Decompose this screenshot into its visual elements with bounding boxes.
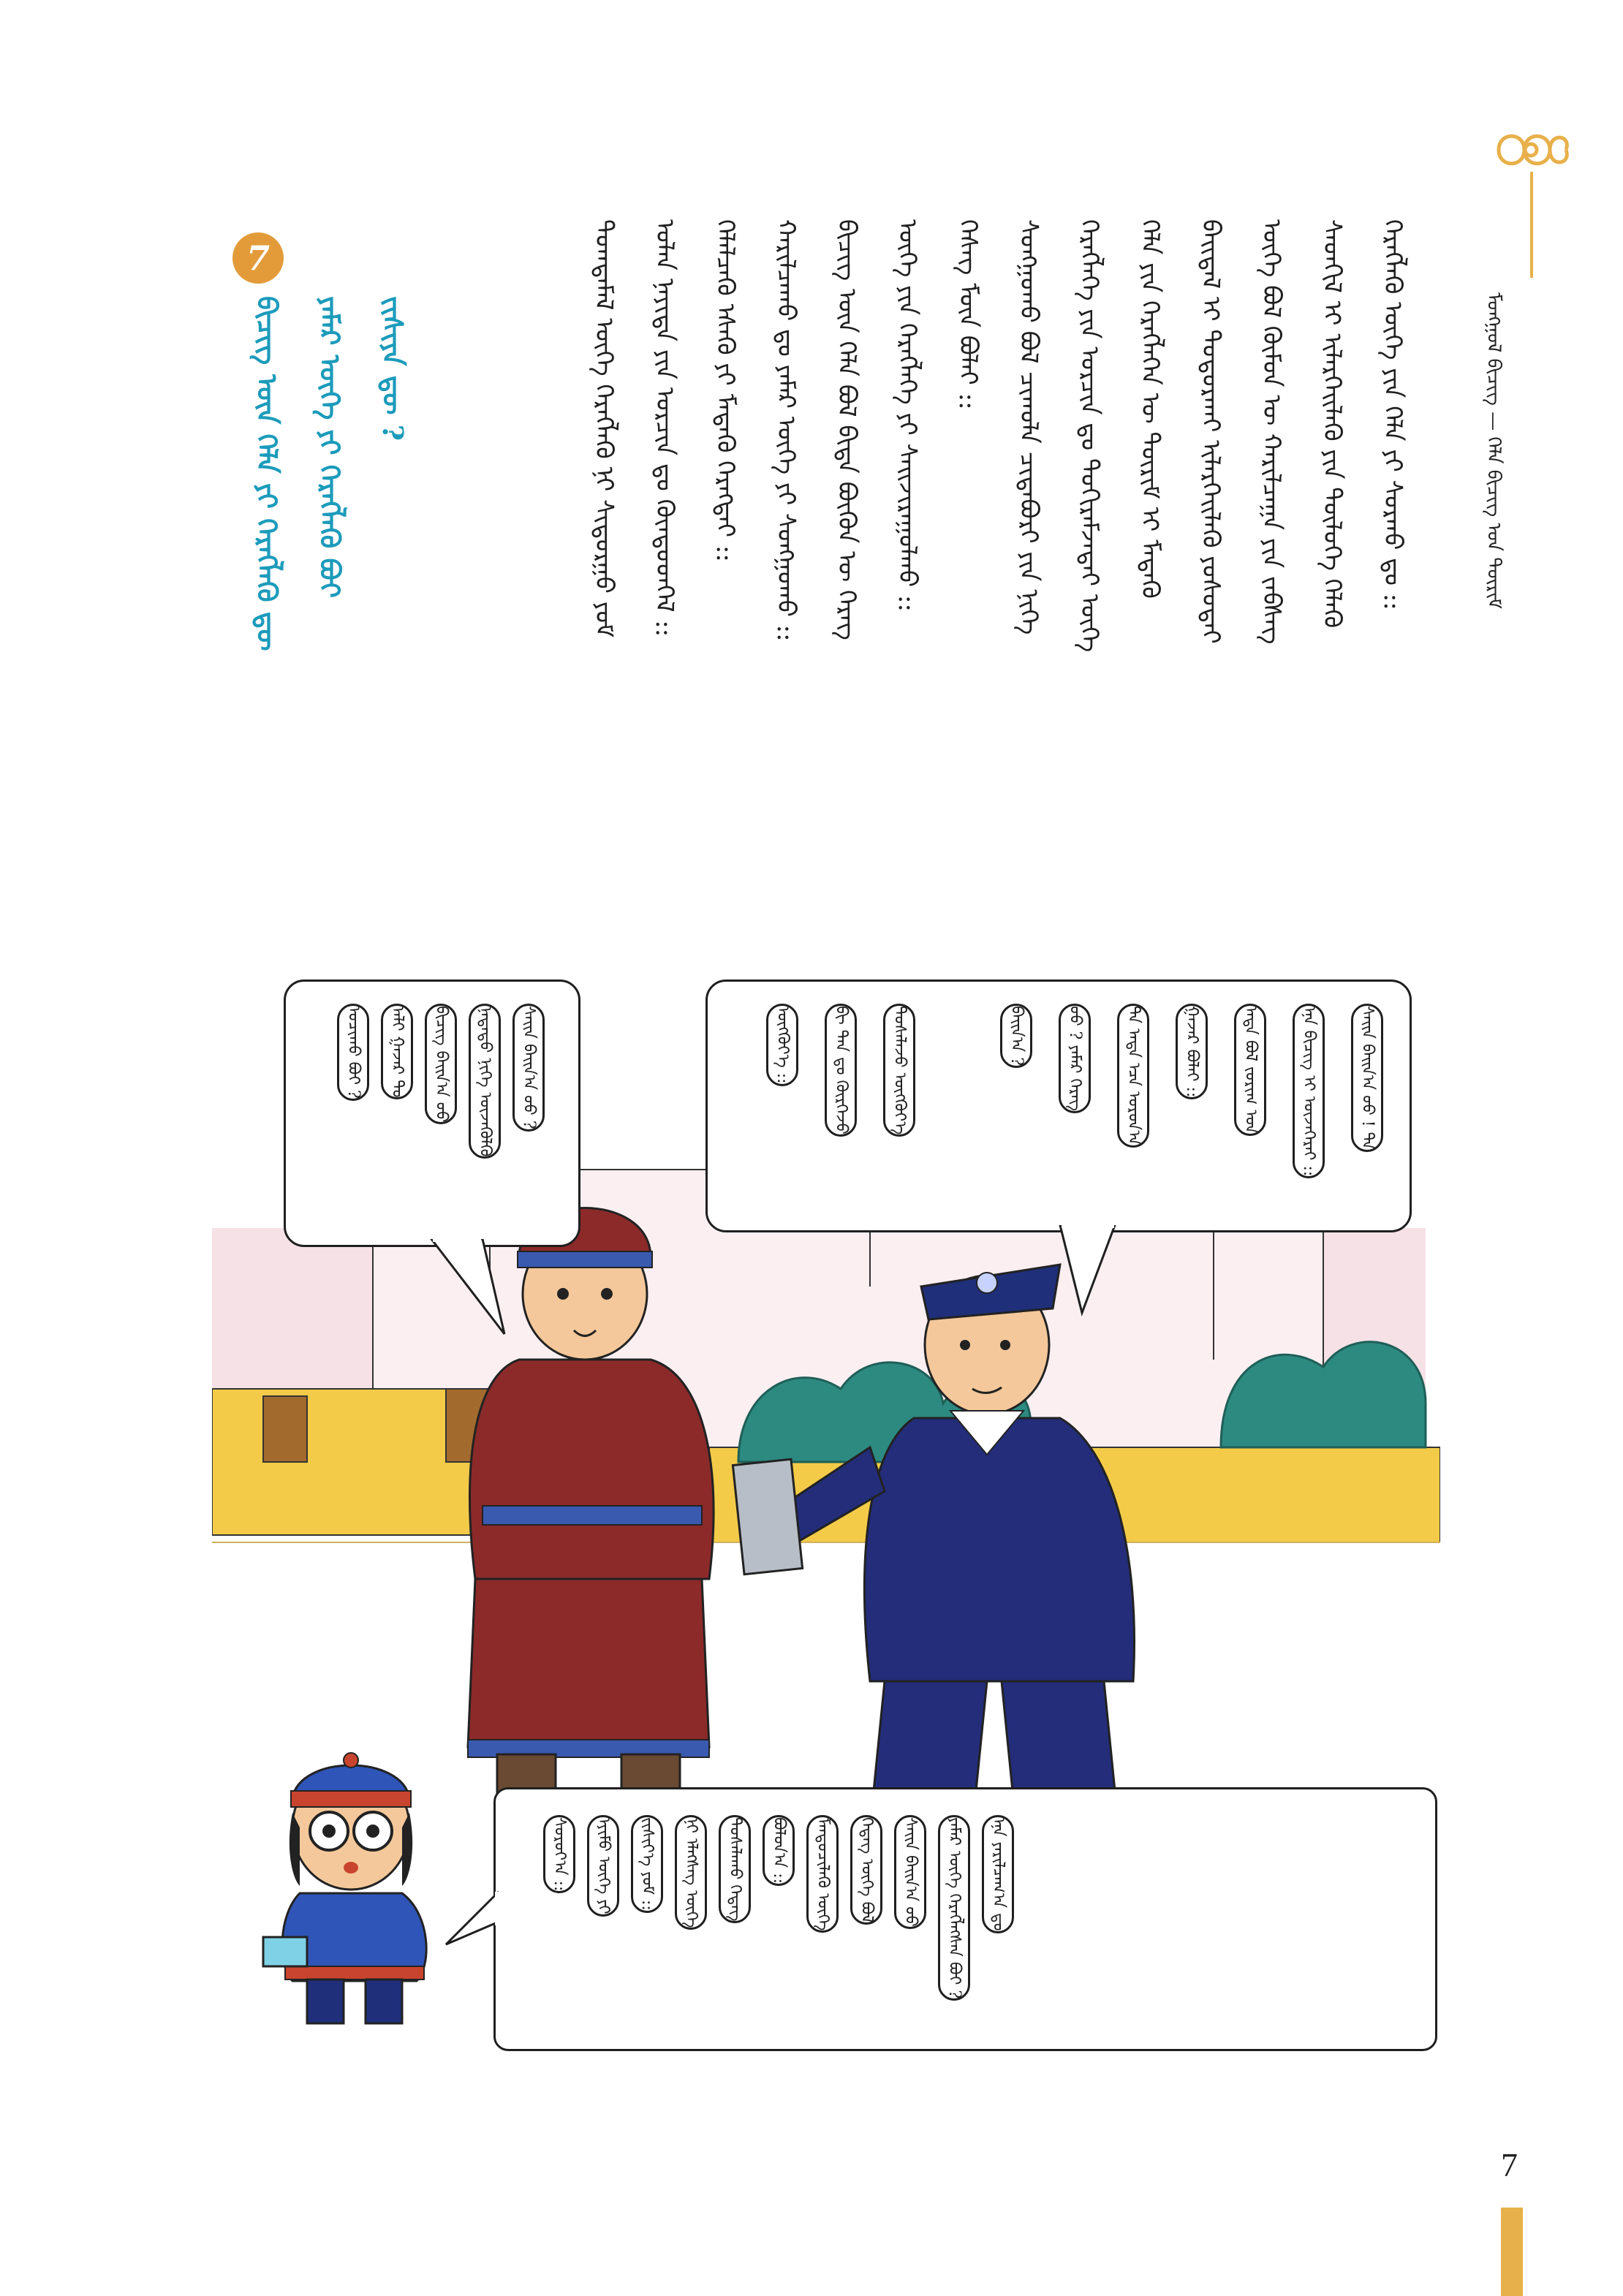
bubble-line: ᠨᠢ ᠡᠯᠡᠭᠰᠡᠭ ᠦᠭᠡ <box>675 1815 707 1930</box>
question-line: ᠶᠠᠮᠠᠷ ᠦᠭᠡ ᠶᠢ ᠬᠡᠷᠡᠭᠯᠡᠬᠦ ᠪᠤᠢ <box>314 296 347 598</box>
boy-character <box>256 1747 453 2032</box>
bubble-line: ᠤᠤ ? ᠶᠠᠮᠠᠷ ᠬᠡᠷᠡᠭ <box>1059 1004 1091 1113</box>
bubble-line: ᠡᠨᠡ ᠶᠠᠷᠢᠯᠴᠠᠭ᠎ᠠ ᠳᠤ <box>982 1815 1014 1933</box>
boy-speech-bubble <box>493 1787 1437 2051</box>
bubble-line: ᠲᠤᠰᠠᠯᠠᠬᠤ ᠭᠡᠳᠡᠭ <box>719 1815 751 1923</box>
bubble-line: ᠪᠢ ᠲᠠᠨ ᠳᠤ ᠬᠦᠷᠭᠡᠵᠦ <box>825 1004 857 1137</box>
man-bubble-tail <box>424 1239 512 1341</box>
bubble-line: ᠡᠨᠡ ᠪᠢᠴᠢᠭ ᠢ ᠦᠵᠡᠭᠡᠷᠡᠢ :: <box>1293 1004 1325 1178</box>
body-line: ᠣᠯᠠᠨ ᠨᠡᠶᠢᠲᠡ ᠶᠢᠨ ᠣᠷᠴᠢᠨ ᠳᠤ ᠬᠦᠨᠳᠦᠳᠬᠡᠯ :: <box>650 219 679 637</box>
bubble-line: ᠶᠠᠮᠠᠷ ᠦᠭᠡ ᠬᠡᠷᠡᠭᠯᠡᠭᠰᠡᠨ ᠪᠤᠢ ? <box>938 1815 970 2001</box>
bubble-line: ᠭᠡᠳᠡᠭ ᠦᠭᠡ ᠪᠣᠯ <box>850 1815 882 1925</box>
man-speech-bubble <box>284 980 580 1247</box>
bubble-line: ᠲᠠ ᠡᠨᠳᠡ ᠡᠴᠡ ᠣᠷᠣᠨ᠎ᠠ <box>1117 1004 1149 1148</box>
body-line: ᠬᠡᠯᠡ ᠶᠢᠨ ᠬᠡᠷᠡᠭᠯᠡᠭᠡᠨ ᠦ ᠳᠦᠷᠢᠮ ᠢ ᠮᠡᠳᠡᠬᠦ <box>1135 219 1165 599</box>
bubble-line: ᠲᠤᠰᠠᠯᠠᠵᠤ ᠦᠭᠭᠦᠶ᠎ᠡ <box>883 1004 915 1137</box>
body-line: ᠰᠡᠳᠬᠢᠯ ᠢ ᠢᠯᠡᠷᠬᠡᠢᠯᠡᠬᠦ ᠶᠢᠨ ᠲᠥᠯᠥᠭᠡ ᠬᠡᠯᠡᠬᠦ <box>1317 219 1347 629</box>
bubble-line: ᠰᠠᠢᠨ ᠪᠠᠢᠨ᠎ᠠ ᠤᠤ ! ᠲᠠ <box>1351 1004 1383 1152</box>
bubble-line: ᠡᠨᠳᠡ ᠪᠣᠯ ᠵᠣᠷᠢᠭ ᠤᠨ <box>1234 1004 1266 1136</box>
body-line: ᠲᠣᠭᠲᠠᠮᠠᠯ ᠦᠭᠡ ᠬᠡᠷᠡᠭᠯᠡᠬᠦ ᠨᠢ ᠰᠢᠳᠤᠷᠭᠤ ᠶᠤᠮ <box>589 219 618 638</box>
officer-bubble-tail <box>1045 1225 1126 1320</box>
header-vertical-line <box>1530 172 1533 278</box>
question-line: ᠪᠢᠴᠢᠭ᠌ ᠦᠨ ᠬᠡᠯᠡ ᠶᠢ ᠬᠡᠷᠡᠭᠯᠡᠬᠦ ᠳᠦ <box>251 296 284 651</box>
bubble-line: ᠪᠢᠴᠢᠭ ᠪᠠᠢᠨ᠎ᠠ ᠤᠤ <box>425 1004 457 1124</box>
section-number-badge: 7 <box>232 232 284 284</box>
body-line: ᠦᠭᠡ ᠪᠣᠯ ᠬᠦᠮᠦᠨ ᠦ ᠬᠠᠷᠢᠯᠴᠠᠭᠠ ᠶᠢᠨ ᠵᠡᠪᠰᠡᠭ <box>1257 219 1286 645</box>
body-line: ᠬᠡᠰᠡᠭ ᠮᠥᠨ ᠪᠣᠯᠠᠢ :: <box>953 219 983 410</box>
body-text <box>504 219 1418 987</box>
bubble-line: ᠣᠴᠢᠬᠤ ᠪᠤᠢ ? <box>337 1004 369 1101</box>
bubble-line: ᠰᠠᠢᠨ ᠪᠠᠢᠨ᠎ᠠ ᠤᠤ <box>894 1815 926 1929</box>
bubble-line: ᠪᠠᠢᠨ᠎ᠠ ? <box>1000 1004 1032 1068</box>
body-line: ᠬᠠᠷᠢᠯᠴᠠᠬᠤ ᠳᠤ ᠶᠠᠮᠠᠷ ᠦᠭᠡ ᠶᠢ ᠰᠣᠩᠭᠣᠬᠤ :: <box>771 219 801 642</box>
question-line: ᠵᠢᠱᠢᠶᠡ ᠳᠦ ? <box>377 296 409 441</box>
footer-gold-bar <box>1501 2208 1523 2296</box>
bubble-line: ᠪᠣᠯᠤᠨ᠎ᠠ :: <box>763 1815 795 1886</box>
bubble-line: ᠮᠡᠨᠳᠦᠴᠢᠯᠡᠬᠦ ᠦᠭᠡ <box>806 1815 839 1933</box>
bubble-line: ᠠᠯᠢ ᠭᠠᠵᠠᠷ ᠲᠤ <box>381 1004 413 1099</box>
officer-speech-bubble <box>705 980 1412 1232</box>
body-line: ᠦᠭᠡ ᠶᠢᠨ ᠬᠡᠷᠡᠭᠯᠡᠭᠡ ᠶᠢ ᠰᠠᠢᠵᠢᠷᠠᠭᠤᠯᠬᠤ :: <box>893 219 922 612</box>
bubble-line: ᠰᠠᠢᠨ ᠪᠠᠢᠨ᠎ᠠ ᠤᠤ ? <box>512 1004 545 1132</box>
running-title: ᠮᠣᠩᠭᠣᠯ ᠪᠢᠴᠢᠭ — ᠬᠡᠯᠡ ᠪᠢᠴᠢᠭ ᠤᠨ ᠳᠦᠷᠢᠮ <box>1483 292 1505 610</box>
bubble-line: ᠦᠭᠭᠦᠶ᠎ᠡ :: <box>766 1004 798 1086</box>
bubble-line: ᠭᠠᠵᠠᠷ ᠪᠣᠯᠠᠢ :: <box>1176 1004 1208 1099</box>
bubble-line: ᠰᠤᠷᠤᠶ᠎ᠠ :: <box>543 1815 575 1893</box>
body-line: ᠰᠣᠩᠭᠣᠬᠤ ᠪᠣᠯ ᠴᠢᠬᠤᠯᠠ ᠴᠢᠳᠠᠪᠤᠷᠢ ᠶᠢᠨ ᠨᠢᠭᠡ <box>1014 219 1043 635</box>
body-line: ᠪᠢᠴᠢᠭ᠌ ᠦᠨ ᠬᠡᠯᠡ ᠪᠣᠯ ᠪᠢᠳᠡ ᠪᠦᠬᠦᠨ ᠦ ᠬᠡᠷᠡᠭ <box>832 219 861 640</box>
boy-bubble-tail <box>442 1886 501 1952</box>
body-line: ᠬᠡᠷᠡᠭᠯᠡᠭᠡ ᠶᠢᠨ ᠣᠷᠴᠢᠨ ᠳᠤ ᠲᠣᠬᠢᠷᠠᠮᠵᠠᠲᠠᠢ ᠦᠭᠡ <box>1075 219 1104 653</box>
body-line: ᠪᠠᠢᠳᠠᠯ ᠢ ᠲᠣᠳᠣᠷᠬᠠᠢ ᠢᠯᠡᠷᠬᠡᠢᠯᠡᠬᠦ ᠶᠣᠰᠣᠲᠠᠢ <box>1196 219 1225 644</box>
body-line: ᠬᠡᠯᠡᠯᠴᠡᠬᠦ ᠡᠰᠡᠬᠦ ᠶᠢ ᠮᠡᠳᠡᠬᠦ ᠬᠡᠷᠡᠭᠲᠡᠢ :: <box>711 219 740 562</box>
page-number: 7 <box>1501 2146 1518 2183</box>
bubble-line: ᠵᠢᠱᠢᠶ᠎ᠡ ᠶᠤᠮ :: <box>631 1815 663 1913</box>
bubble-line: ᠡᠶᠢᠮᠦ ᠦᠭᠡ ᠶᠢ <box>587 1815 619 1917</box>
body-line: ᠬᠡᠷᠡᠭᠯᠡᠬᠦ ᠦᠭᠡ ᠶᠢᠨ ᠬᠡᠯᠡ ᠶᠢ ᠰᠤᠷᠬᠤ ᠳᠤ :: <box>1378 219 1407 610</box>
bubble-line: ᠨᠠᠳᠠᠳᠤ ᠨᠢᠭᠡ ᠦᠵᠡᠭᠦᠯᠬᠦ <box>469 1004 501 1159</box>
door <box>263 1396 307 1462</box>
